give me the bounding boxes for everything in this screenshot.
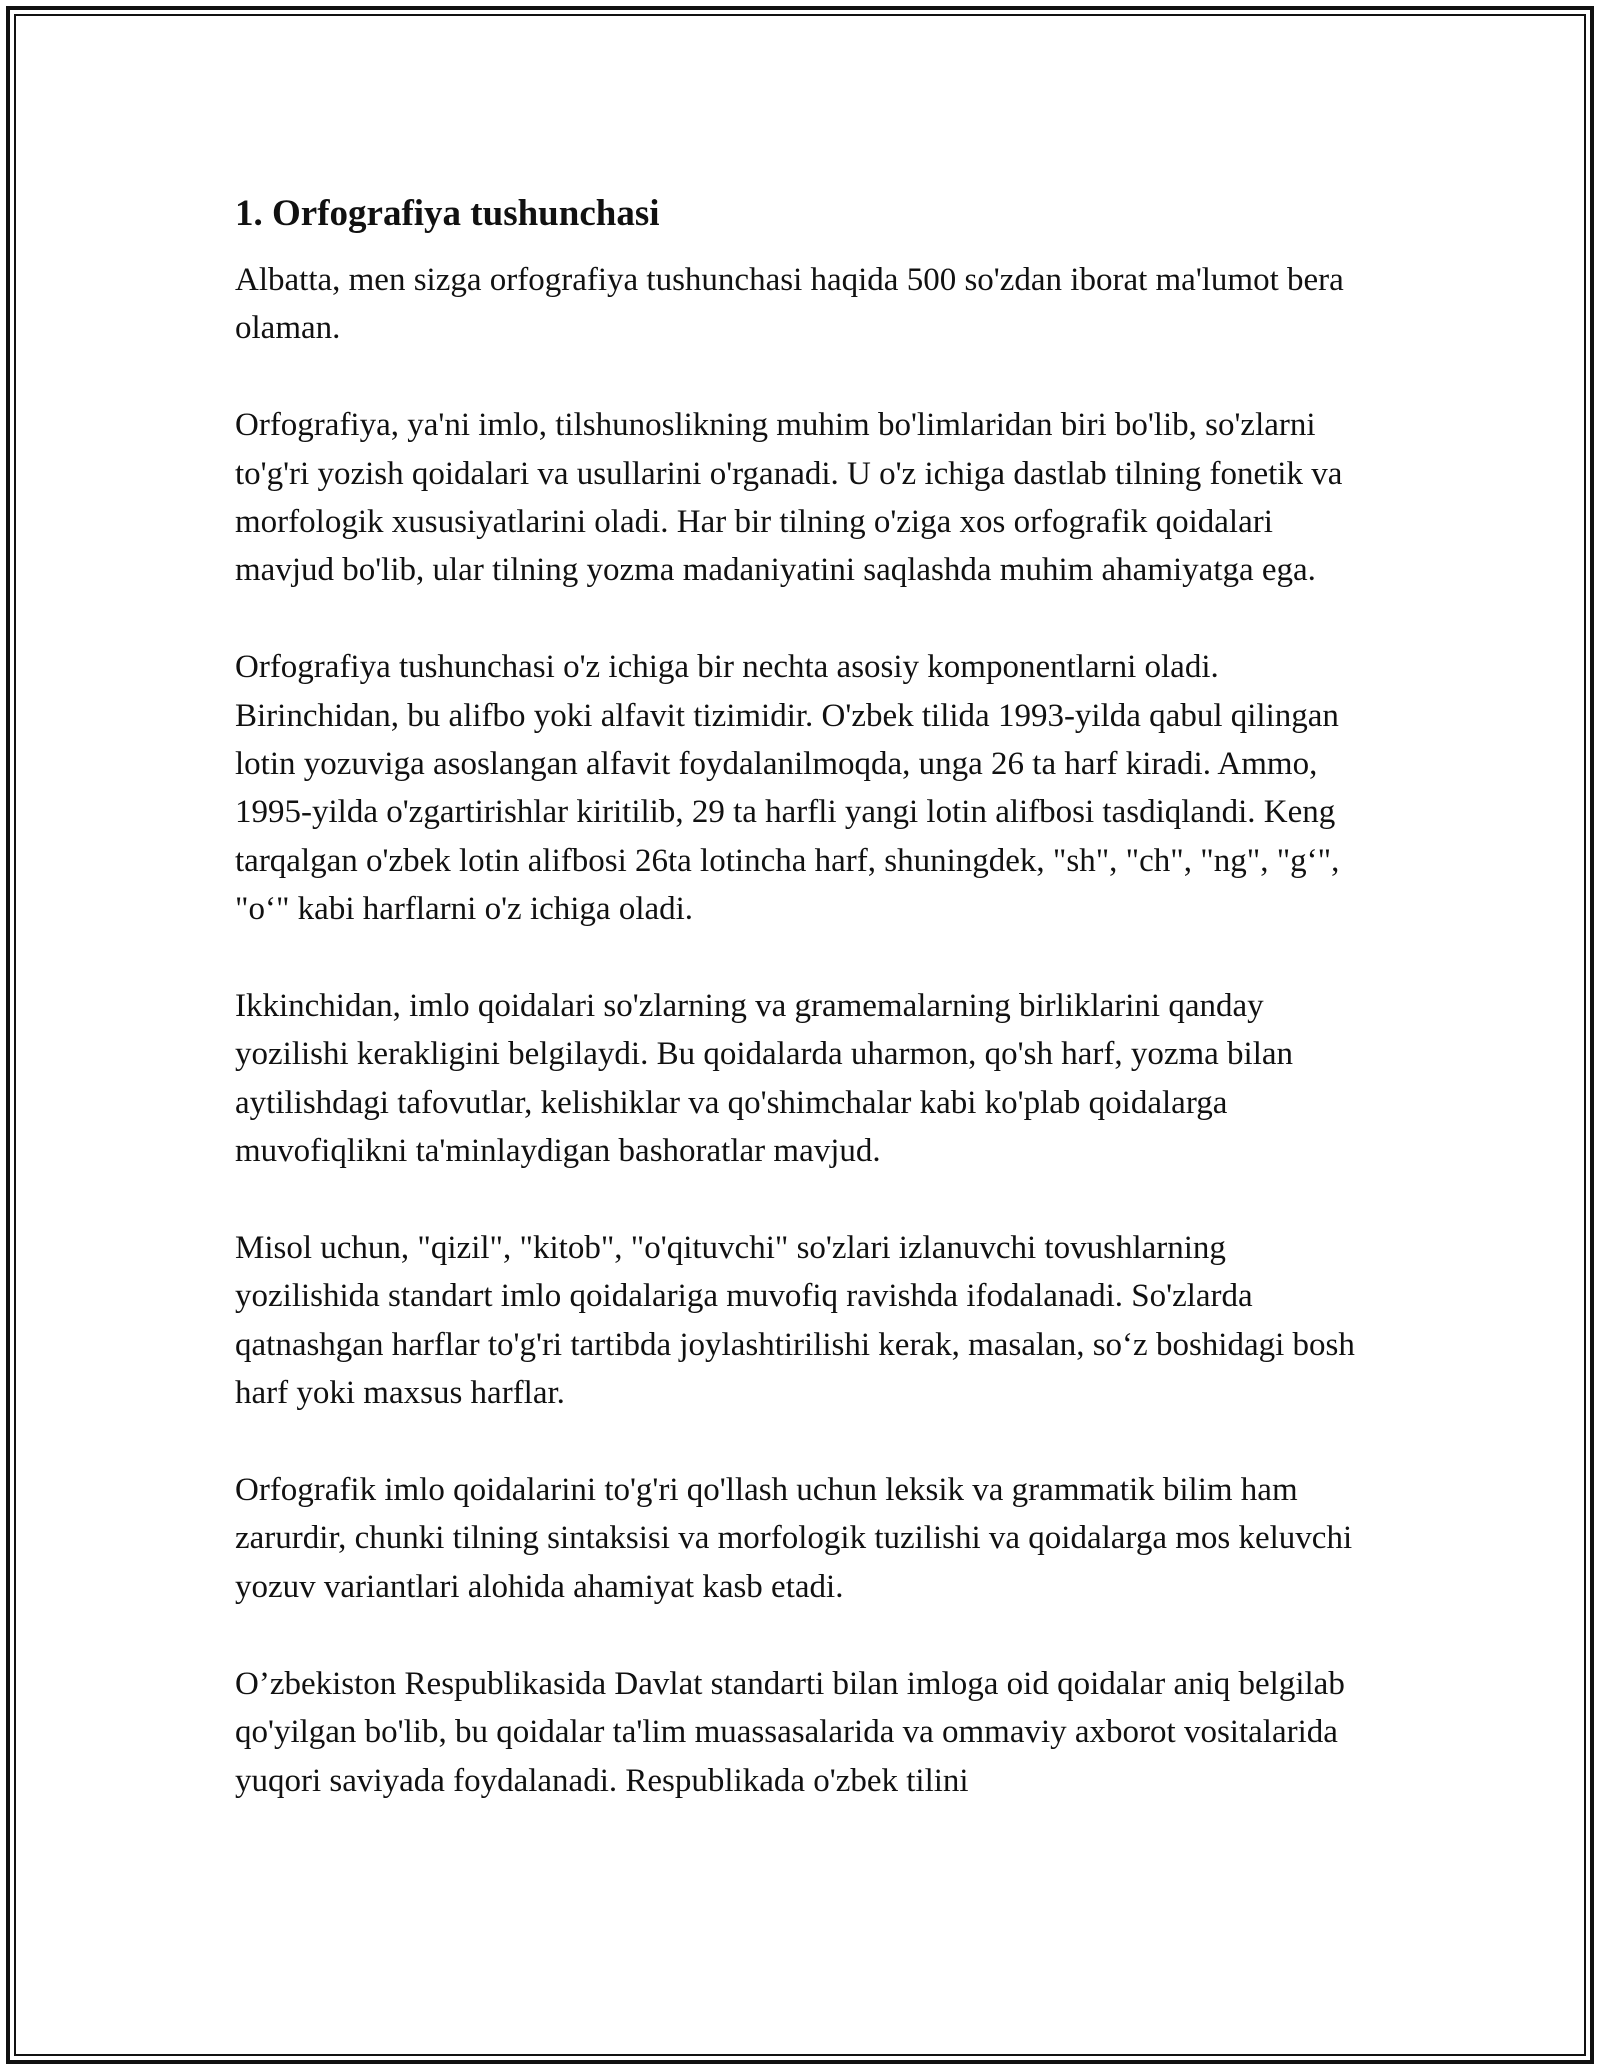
paragraph-intro: Albatta, men sizga orfografiya tushunchasi haqida 500 so'zdan iborat ma'lumot bera olaman. [235, 262, 1344, 347]
section-heading: 1. Orfografiya tushunchasi [235, 193, 660, 234]
paragraph-examples: Misol uchun, "qizil", "kitob", "o'qituvchi" so'zlari izlanuvchi tovushlarning yozilishida standart imlo qoidalariga muvofiq ravishda ifodalanadi. So'zlarda qatnashgan harflar to'g'ri tartibda joylashtirilishi kerak, masalan, so‘z boshidagi bosh harf yoki maxsus harflar. [235, 1230, 1355, 1412]
paragraph-rules: Ikkinchidan, imlo qoidalari so'zlarning va gramemalarning birliklarini qanday yozilishi kerakligini belgilaydi. Bu qoidalarda uharmon, qo'sh harf, yozma bilan aytilishdagi tafovutlar, kelishiklar va qo'shimchalar kabi ko'plab qoidalarga muvofiqlikni ta'minlaydigan bashoratlar mavjud. [235, 988, 1294, 1170]
document-body [235, 190, 1375, 1853]
paragraph-standard: O’zbekiston Respublikasida Davlat standarti bilan imloga oid qoidalar aniq belgilab qo'yilgan bo'lib, bu qoidalar ta'lim muassasalarida va ommaviy axborot vositalarida yuqori saviyada foydalanadi. Respublikada o'zbek tilini [235, 1665, 1345, 1799]
paragraph-knowledge: Orfografik imlo qoidalarini to'g'ri qo'llash uchun leksik va grammatik bilim ham zarurdir, chunki tilning sintaksisi va morfologik tuzilishi va qoidalarga mos keluvchi yozuv variantlari alohida ahamiyat kasb etadi. [235, 1472, 1353, 1605]
paragraph-alphabet: Orfografiya tushunchasi o'z ichiga bir nechta asosiy komponentlarni oladi. Birinchidan, bu alifbo yoki alfavit tizimidir. O'zbek tilida 1993-yilda qabul qilingan lotin yozuviga asoslangan alfavit foydalanilmoqda, unga 26 ta harf kiradi. Ammo, 1995-yilda o'zgartirishlar kiritilib, 29 ta harfli yangi lotin alifbosi tasdiqlandi. Keng tarqalgan o'zbek lotin alifbosi 26ta lotincha harf, shuningdek, "sh", "ch", "ng", "g‘", "o‘" kabi harflarni o'z ichiga oladi. [235, 649, 1340, 928]
paragraph-definition: Orfografiya, ya'ni imlo, tilshunoslikning muhim bo'limlaridan biri bo'lib, so'zlarni to'g'ri yozish qoidalari va usullarini o'rganadi. U o'z ichiga dastlab tilning fonetik va morfologik xususiyatlarini oladi. Har bir tilning o'ziga xos orfografik qoidalari mavjud bo'lib, ular tilning yozma madaniyatini saqlashda muhim ahamiyatga ega. [235, 407, 1343, 589]
